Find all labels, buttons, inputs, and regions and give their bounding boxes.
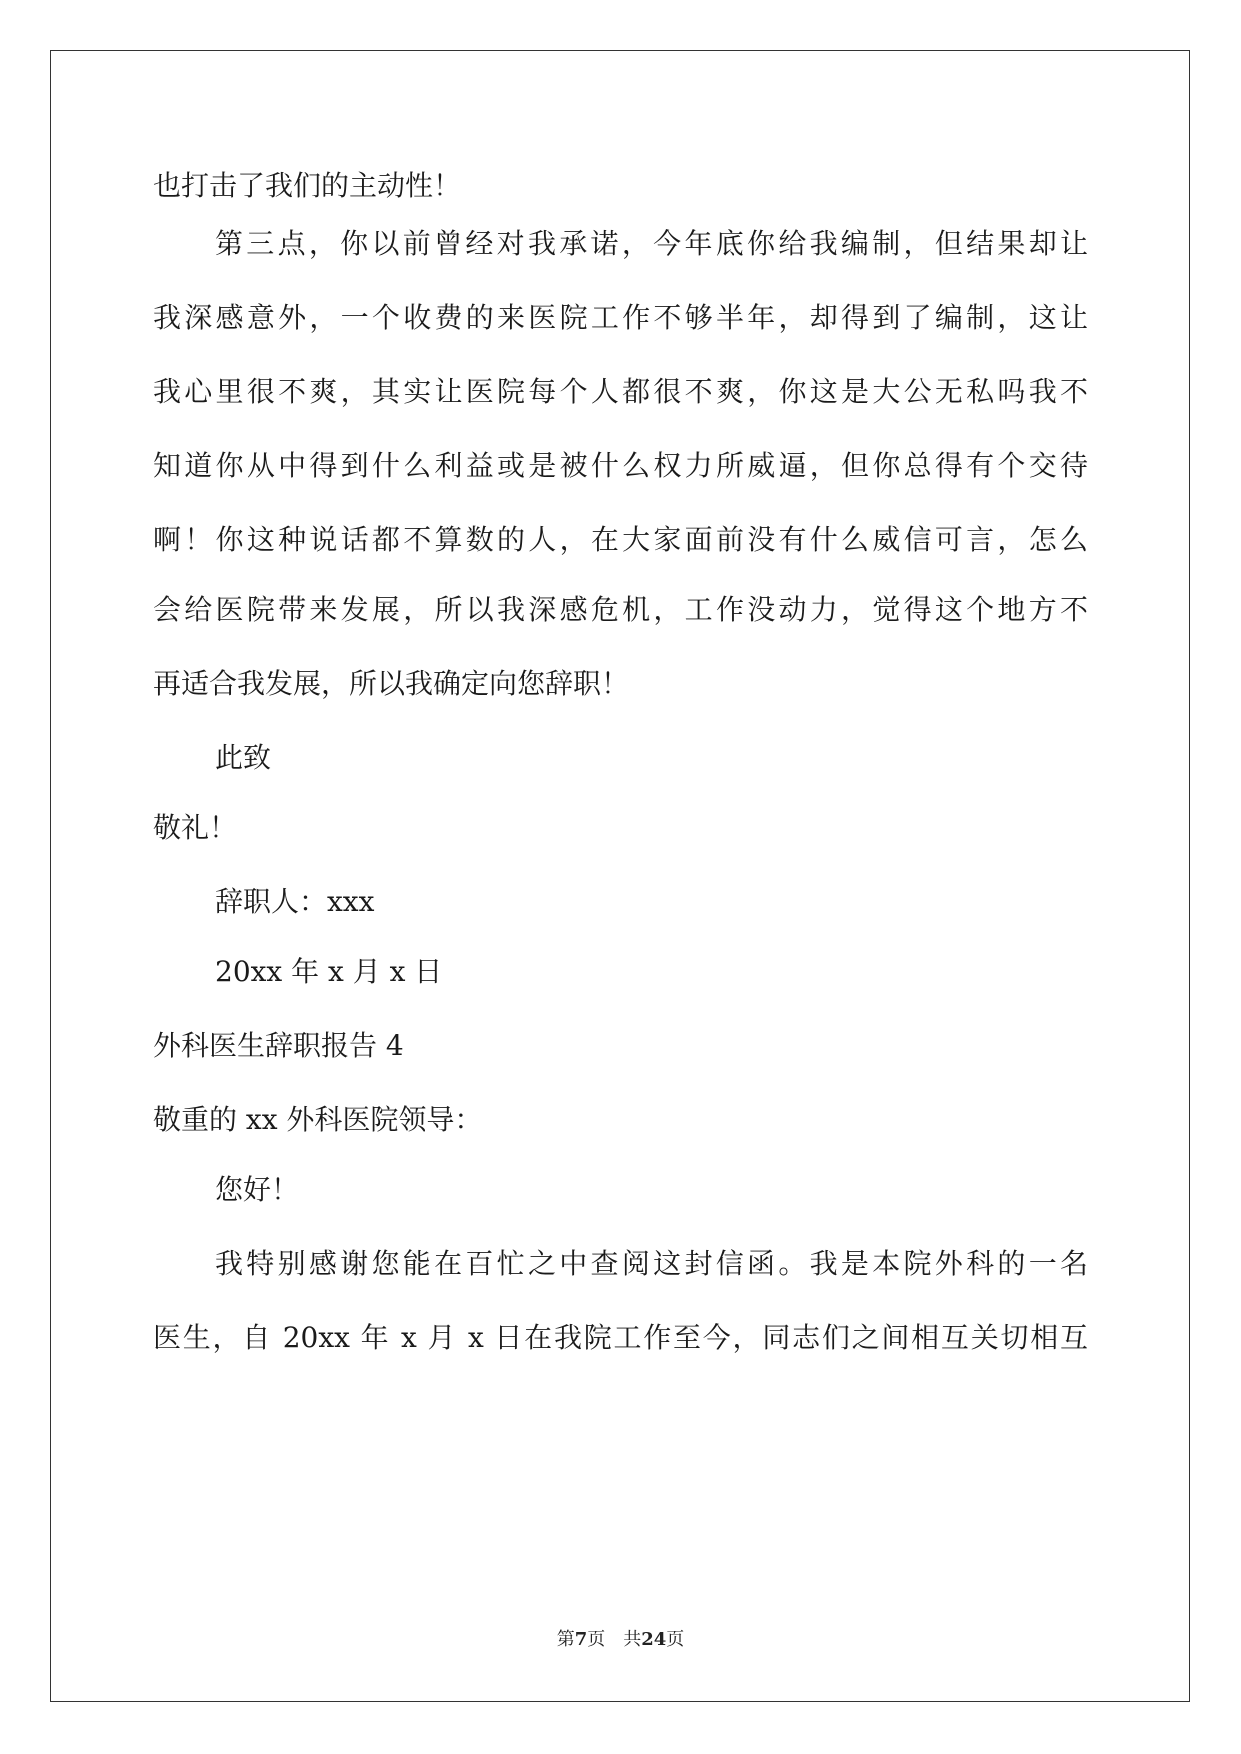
footer-suffix: 页 bbox=[666, 1629, 685, 1650]
text-line: 知道你从中得到什么利益或是被什么权力所威逼，但你总得有个交待 bbox=[153, 449, 1088, 482]
text-line: 医生，自 20xx 年 x 月 x 日在我院工作至今，同志们之间相互关切相互 bbox=[153, 1321, 1088, 1354]
text-line: 会给医院带来发展，所以我深感危机，工作没动力，觉得这个地方不 bbox=[153, 593, 1088, 626]
text-line: 再适合我发展，所以我确定向您辞职！ bbox=[153, 667, 630, 700]
letter-addressee: 敬重的 xx 外科医院领导： bbox=[153, 1103, 483, 1136]
page-footer bbox=[0, 1628, 1241, 1652]
total-page-number: 24 bbox=[641, 1629, 667, 1650]
text-line: 啊！你这种说话都不算数的人，在大家面前没有什么威信可言，怎么 bbox=[153, 523, 1088, 556]
date-line: 20xx 年 x 月 x 日 bbox=[215, 955, 443, 988]
closing-salutation: 此致 bbox=[215, 741, 272, 774]
current-page-number: 7 bbox=[574, 1629, 588, 1650]
text-line: 我心里很不爽，其实让医院每个人都很不爽，你这是大公无私吗我不 bbox=[153, 375, 1088, 408]
paragraph-start-line: 第三点，你以前曾经对我承诺，今年底你给我编制，但结果却让 bbox=[215, 227, 1088, 260]
text-line: 也打击了我们的主动性！ bbox=[153, 169, 462, 202]
text-line: 我深感意外，一个收费的来医院工作不够半年，却得到了编制，这让 bbox=[153, 301, 1088, 334]
footer-mid: 页 共 bbox=[587, 1629, 642, 1650]
signature-line: 辞职人：xxx bbox=[215, 885, 375, 918]
closing-regards: 敬礼！ bbox=[153, 811, 238, 844]
paragraph-start-line: 我特别感谢您能在百忙之中查阅这封信函。我是本院外科的一名 bbox=[215, 1247, 1088, 1280]
greeting-line: 您好！ bbox=[215, 1173, 300, 1206]
footer-prefix: 第 bbox=[556, 1629, 575, 1650]
section-heading: 外科医生辞职报告 4 bbox=[153, 1029, 404, 1062]
